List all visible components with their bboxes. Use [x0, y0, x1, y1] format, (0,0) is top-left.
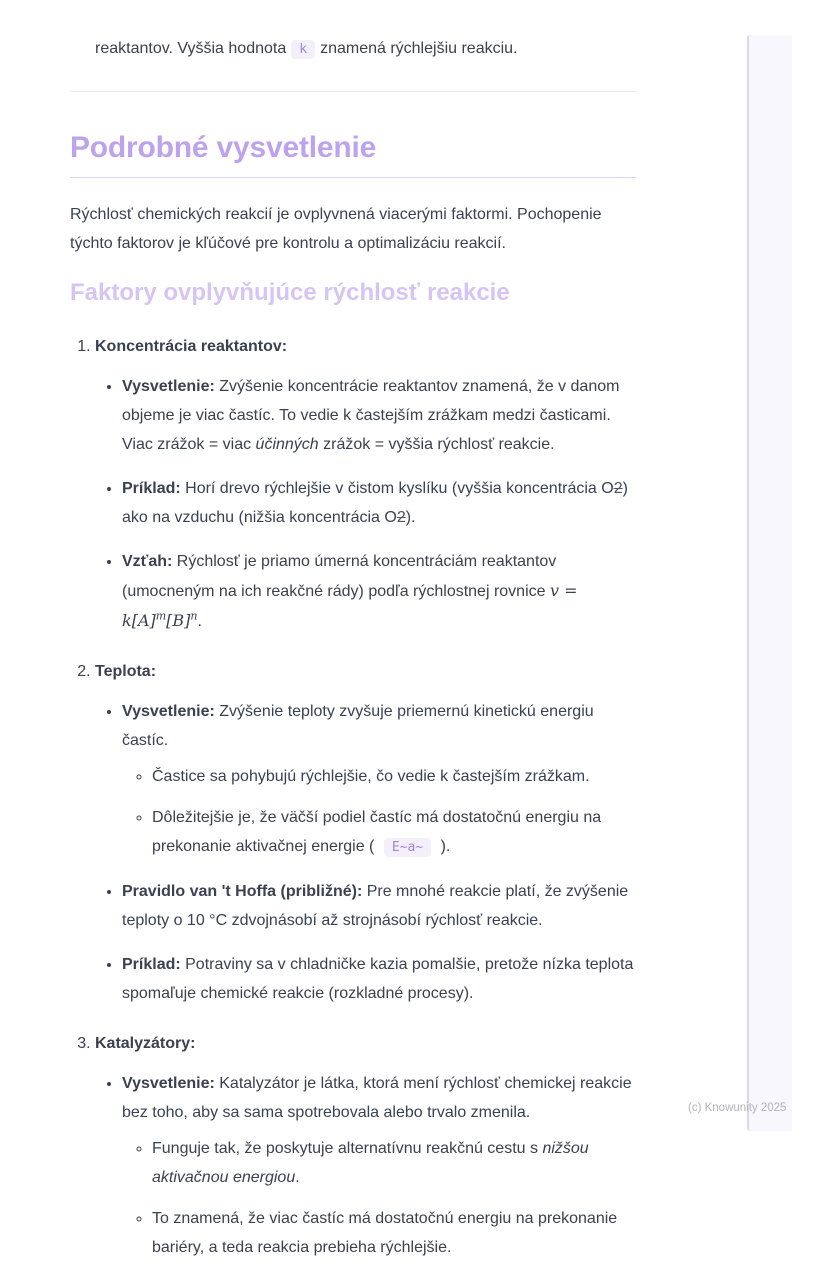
bullet-label: Vysvetlenie:	[122, 378, 215, 395]
scrollbar-track[interactable]	[747, 35, 792, 1131]
bullet-text: Dôležitejšie je, že väčší podiel častíc má dostatočnú energiu na prekonanie aktivačnej energie (	[152, 809, 602, 855]
bullet-text: ) ako na vzduchu (nižšia koncentrácia O	[122, 480, 628, 526]
list-item	[152, 1204, 636, 1262]
list-item-title: Katalyzátory:	[95, 1035, 196, 1052]
intro-paragraph	[70, 36, 636, 63]
list-item	[122, 697, 636, 862]
bullet-text: Zvýšenie teploty zvyšuje priemernú kinetickú energiu častíc.	[122, 703, 594, 749]
list-item	[122, 950, 636, 1008]
list-item-catalysts	[95, 1029, 636, 1262]
temperature-sub-bullets	[122, 762, 636, 862]
bullet-text: ).	[436, 838, 451, 855]
list-item-concentration	[95, 332, 636, 636]
temperature-bullets	[95, 697, 636, 1008]
bullet-text: Rýchlosť je priamo úmerná koncentráciám reaktantov (umocneným na ich reakčné rády) podľa rýchlostnej rovnice	[122, 553, 557, 600]
bullet-text: ).	[405, 509, 416, 526]
bullet-label: Vysvetlenie:	[122, 1075, 215, 1092]
subsection-heading: Faktory ovplyvňujúce rýchlosť reakcie	[70, 279, 510, 306]
bullet-label: Vzťah:	[122, 553, 173, 570]
italic-text: účinných	[255, 436, 319, 453]
list-item	[122, 1069, 636, 1262]
concentration-bullets	[95, 372, 636, 636]
list-item-temperature	[95, 657, 636, 1008]
subscript-strikethrough: 2	[613, 480, 623, 497]
catalysts-bullets	[95, 1069, 636, 1262]
bullet-text: Horí drevo rýchlejšie v čistom kyslíku (vyššia koncentrácia O	[180, 480, 614, 497]
watermark: (c) Knowunity 2025	[688, 1102, 787, 1114]
bullet-text: Pre mnohé reakcie platí, že zvýšenie teploty o 10 °C zdvojnásobí až strojnásobí rýchlosť reakcie.	[122, 883, 629, 929]
bullet-label: Pravidlo van 't Hoffa (približné):	[122, 883, 363, 900]
subscript-strikethrough: 2	[396, 509, 406, 526]
factors-list	[70, 332, 636, 1262]
bullet-text: Potraviny sa v chladničke kazia pomalšie, pretože nízka teplota spomaľuje chemické reakcie (rozkladné procesy).	[122, 956, 634, 1002]
list-item-title: Koncentrácia reaktantov:	[95, 338, 288, 355]
page-title: Podrobné vysvetlenie	[70, 131, 636, 178]
inline-code-k: k	[291, 40, 315, 59]
document-content	[70, 36, 636, 1283]
bullet-label: Príklad:	[122, 956, 181, 973]
bullet-text: zrážok = vyššia rýchlosť reakcie.	[318, 436, 555, 453]
inline-code-ea: E~a~	[384, 838, 431, 857]
bullet-text: Katalyzátor je látka, ktorá mení rýchlosť chemickej reakcie bez toho, aby sa sama spotrebovala alebo trvalo zmenila.	[122, 1075, 632, 1121]
math-part: v =	[549, 581, 578, 600]
bullet-text: Zvýšenie koncentrácie reaktantov znamená, že v danom objeme je viac častíc. To vedie k častejším zrážkam medzi časticami. Viac zrážok = viac	[122, 378, 620, 453]
bullet-text: To znamená, že viac častíc má dostatočnú energiu na prekonanie bariéry, a teda reakcia prebieha rýchlejšie.	[152, 1210, 618, 1256]
bullet-label: Príklad:	[122, 480, 181, 497]
list-item	[122, 372, 636, 459]
list-item	[122, 547, 636, 636]
catalysts-sub-bullets	[122, 1134, 636, 1262]
list-item	[122, 474, 636, 532]
bullet-label: Vysvetlenie:	[122, 703, 215, 720]
italic-text: nižšou aktivačnou energiou	[152, 1140, 589, 1186]
lead-paragraph: Rýchlosť chemických reakcií je ovplyvnená viacerými faktormi. Pochopenie týchto faktorov je kľúčové pre kontrolu a optimalizáciu reakcií.	[70, 206, 602, 252]
intro-text-post: znamená rýchlejšiu reakciu.	[320, 40, 518, 57]
math-superscript: n	[190, 609, 198, 623]
list-item-title: Teplota:	[95, 663, 157, 680]
math-part: k[A]	[122, 611, 156, 630]
intro-text-pre: reaktantov. Vyššia hodnota	[95, 40, 287, 57]
bullet-text: .	[295, 1169, 300, 1186]
math-part: [B]	[166, 611, 191, 630]
list-item	[152, 803, 636, 862]
bullet-text: .	[197, 613, 202, 630]
bullet-text: Častice sa pohybujú rýchlejšie, čo vedie k častejším zrážkam.	[152, 768, 590, 785]
math-superscript: m	[155, 609, 167, 623]
list-item	[152, 1134, 636, 1192]
bullet-text: Funguje tak, že poskytuje alternatívnu reakčnú cestu s	[152, 1140, 543, 1157]
section-divider	[70, 91, 636, 92]
list-item	[122, 877, 636, 935]
list-item	[152, 762, 636, 791]
